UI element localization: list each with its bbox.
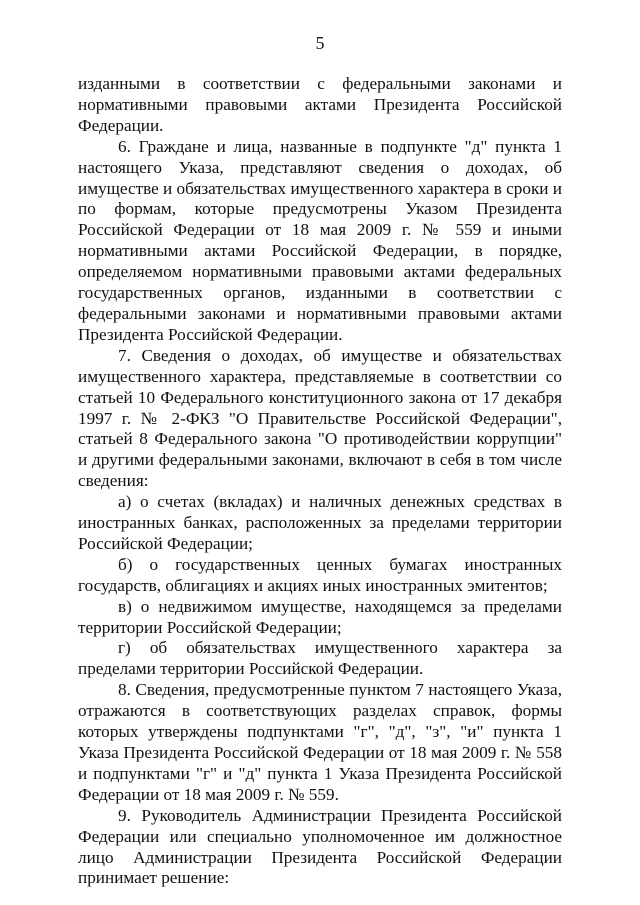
paragraph-item-8: 8. Сведения, предусмотренные пунктом 7 настоящего Указа, отражаются в соответствующих разделах справок, формы которых утверждены подпунктами "г", "д", "з", "и" пункта 1 Указа Президента Российской Федерации от 18 мая 2009 г. № 558 и подпунктами "г" и "д" пункта 1 Указа Президента Российской Федерации от 18 мая 2009 г. № 559. [78,680,562,804]
subparagraph-b: б) о государственных ценных бумагах иностранных государств, облигациях и акциях иных иностранных эмитентов; [78,554,562,595]
paragraph-continuation: изданными в соответствии с федеральными законами и нормативными правовыми актами Президента Российской Федерации. [78,74,562,135]
document-body [78,74,562,889]
paragraph-item-9: 9. Руководитель Администрации Президента Российской Федерации или специально уполномоченное им должностное лицо Администрации Президента Российской Федерации принимает решение: [78,805,562,888]
paragraph-item-7: 7. Сведения о доходах, об имуществе и обязательствах имущественного характера, представляемые в соответствии со статьей 10 Федерального конституционного закона от 17 декабря 1997 г. № 2-ФКЗ "О Правительстве Российской Федерации", статьей 8 Федерального закона "О противодействии коррупции" и другими федеральными законами, включают в себя в том числе сведения: [78,345,562,491]
page-number: 5 [315,33,325,53]
subparagraph-a: а) о счетах (вкладах) и наличных денежных средствах в иностранных банках, расположенных за пределами территории Российской Федерации; [78,492,562,553]
subparagraph-v: в) о недвижимом имуществе, находящемся за пределами территории Российской Федерации; [78,596,562,637]
paragraph-item-6: 6. Граждане и лица, названные в подпункте "д" пункта 1 настоящего Указа, представляют сведения о доходах, об имуществе и обязательствах имущественного характера в сроки и по формам, которые предусмотрены Указом Президента Российской Федерации от 18 мая 2009 г. № 559 и иными нормативными актами Российской Федерации, в порядке, определяемом нормативными правовыми актами федеральных государственных органов, изданными в соответствии с федеральными законами и нормативными правовыми актами Президента Российской Федерации. [78,136,562,344]
subparagraph-g: г) об обязательствах имущественного характера за пределами территории Российской Федерации. [78,638,562,679]
